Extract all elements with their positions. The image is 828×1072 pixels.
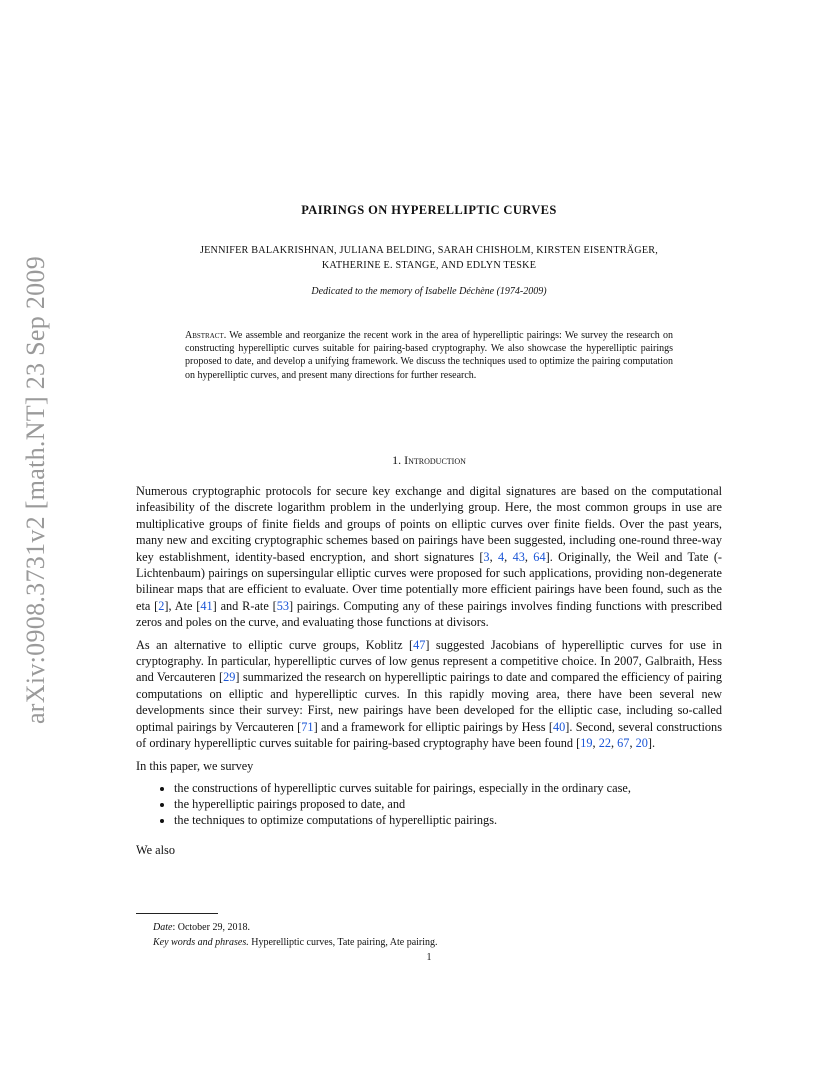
arxiv-stamp bbox=[16, 240, 56, 740]
text-run: Numerous cryptographic protocols for secure key exchange and digital signatures are based on the computational infeasibility of the discrete logarithm problem in the underlying group. Here, the most common groups in use are multiplicative groups of finite fields and groups of points on elliptic curves over finite fields. Over the past years, many new and exciting cryptographic schemes based on pairings have been suggested, including one-round three-way key establishment, identity-based encryption, and short signatures [ bbox=[136, 484, 722, 564]
abstract bbox=[185, 329, 673, 382]
text-run: ]. Originally, the Weil and Tate (-Lichtenbaum) pairings on supersingular elliptic curves were proposed for such applications, providing non-degenerate bilinear maps that are efficient to evaluate. Over time potentially more efficient pairings have been found, such as the eta [ bbox=[136, 549, 723, 613]
body-text bbox=[136, 483, 722, 864]
text-run: As an alternative to elliptic curve groups, Koblitz [ bbox=[136, 637, 414, 652]
keywords-value: Hyperelliptic curves, Tate pairing, Ate pairing. bbox=[248, 937, 438, 948]
date-value: : October 29, 2018. bbox=[172, 922, 250, 933]
arxiv-stamp-text: arXiv:0908.3731v2 [math.NT] 23 Sep 2009 bbox=[21, 255, 50, 725]
citation-link[interactable]: 53 bbox=[276, 598, 289, 613]
footnotes bbox=[153, 920, 713, 950]
author-line-2: KATHERINE E. STANGE, AND EDLYN TESKE bbox=[321, 260, 537, 271]
paragraph-2: As an alternative to elliptic curve groups, Koblitz [47] suggested Jacobians of hyperelliptic curves for use in cryptography. In particular, hyperelliptic curves of low genus represent a competitive choice. In 2007, Galbraith, Hess and Vercauteren [29] summarized the research on hyperelliptic pairings to date and compared the efficiency of pairing computations on elliptic and hyperelliptic curves. In this rapidly moving area, there have been several new developments since their survey: First, new pairings have been developed for the elliptic case, including so-called optimal pairings by Vercauteren [71] and a framework for elliptic pairings by Hess [40]. Second, several constructions of ordinary hyperelliptic curves suitable for pairing-based cryptography have been found [19, 22, 67, 20]. bbox=[136, 637, 722, 751]
keywords-label: Key words and phrases. bbox=[153, 937, 249, 948]
abstract-text: We assemble and reorganize the recent work in the area of hyperelliptic pairings: We survey the research on constructing hyperelliptic curves suitable for pairing-based cryptography. We also showcase the hyperelliptic pairings proposed to date, and develop a unifying framework. We discuss the techniques used to optimize the pairing computation on hyperelliptic curves, and present many directions for further research. bbox=[185, 330, 673, 381]
citation-link[interactable]: 22 bbox=[598, 736, 611, 751]
text-run: ] summarized the research on hyperelliptic pairings to date and compared the efficiency of pairing computations on elliptic and hyperelliptic curves. In this rapidly moving area, there have been several new developments since their survey: First, new pairings have been developed for the elliptic case, including so-called optimal pairings by Vercauteren [ bbox=[136, 670, 722, 734]
section-number: 1. bbox=[392, 453, 402, 467]
author-line-1: JENNIFER BALAKRISHNAN, JULIANA BELDING, SARAH CHISHOLM, KIRSTEN EISENTRÄGER, bbox=[199, 245, 659, 256]
citation-link[interactable]: 41 bbox=[200, 598, 213, 613]
text-run: ]. Second, several constructions of ordinary hyperelliptic curves suitable for pairing-based cryptography have been found [ bbox=[136, 719, 722, 751]
citation-link[interactable]: 67 bbox=[617, 736, 630, 751]
citation-link[interactable]: 47 bbox=[413, 637, 426, 652]
text-run: ]. bbox=[647, 736, 656, 751]
citation-link[interactable]: 2 bbox=[158, 598, 165, 613]
page-number: 1 bbox=[426, 952, 432, 963]
citation-link[interactable]: 43 bbox=[512, 549, 525, 564]
text-run: ] suggested Jacobians of hyperelliptic curves for use in cryptography. In particular, hyperelliptic curves of low genus represent a competitive choice. In 2007, Galbraith, Hess and Vercauteren [ bbox=[136, 637, 722, 685]
citation-link[interactable]: 71 bbox=[301, 719, 314, 734]
citation-link[interactable]: 4 bbox=[498, 549, 505, 564]
citation-link[interactable]: 19 bbox=[580, 736, 593, 751]
list-item: • the techniques to optimize computations of hyperelliptic pairings. bbox=[174, 812, 722, 828]
citation-link[interactable]: 64 bbox=[533, 549, 546, 564]
abstract-label: Abstract. bbox=[185, 330, 227, 341]
paragraph-3: In this paper, we survey bbox=[136, 758, 254, 773]
text-run: ] and a framework for elliptic pairings by Hess [ bbox=[313, 719, 553, 734]
text-run: ] and R-ate [ bbox=[212, 598, 277, 613]
list-item: • the hyperelliptic pairings proposed to date, and bbox=[174, 796, 722, 812]
citation-link[interactable]: 40 bbox=[552, 719, 566, 734]
text-run: ], Ate [ bbox=[164, 598, 201, 613]
date-label: Date bbox=[153, 922, 173, 933]
author-list bbox=[136, 243, 722, 273]
section-title: Introduction bbox=[404, 453, 466, 467]
footnote-date bbox=[153, 920, 713, 935]
citation-link[interactable]: 3 bbox=[483, 549, 490, 564]
list-item: • the constructions of hyperelliptic curves suitable for pairings, especially in the ordinary case, bbox=[174, 780, 722, 796]
paragraph-4: We also bbox=[136, 842, 175, 857]
section-heading bbox=[136, 453, 722, 468]
paper-title: PAIRINGS ON HYPERELLIPTIC CURVES bbox=[301, 203, 557, 217]
text-run: ] pairings. Computing any of these pairings involves finding functions with prescribed zeros and poles on the curve, and evaluating those functions at divisors. bbox=[136, 598, 722, 630]
citation-link[interactable]: 29 bbox=[223, 670, 236, 685]
survey-list bbox=[156, 780, 722, 828]
paragraph-1: Numerous cryptographic protocols for secure key exchange and digital signatures are based on the computational infeasibility of the discrete logarithm problem in the underlying group. Here, the most common groups in use are multiplicative groups of finite fields and groups of points on elliptic curves over finite fields. Over the past years, many new and exciting cryptographic schemes based on pairings have been suggested, including one-round three-way key establishment, identity-based encryption, and short signatures [3, 4, 43, 64]. Originally, the Weil and Tate (-Lichtenbaum) pairings on supersingular elliptic curves were proposed for such applications, providing non-degenerate bilinear maps that are efficient to evaluate. Over time potentially more efficient pairings have been found, such as the eta [2], Ate [41] and R-ate [53] pairings. Computing any of these pairings involves finding functions with prescribed zeros and poles on the curve, and evaluating those functions at divisors. bbox=[136, 484, 723, 630]
footnote-rule bbox=[136, 913, 218, 914]
footnote-keywords bbox=[153, 935, 713, 950]
citation-link[interactable]: 20 bbox=[635, 736, 648, 751]
dedication: Dedicated to the memory of Isabelle Déchène (1974-2009) bbox=[311, 286, 547, 297]
